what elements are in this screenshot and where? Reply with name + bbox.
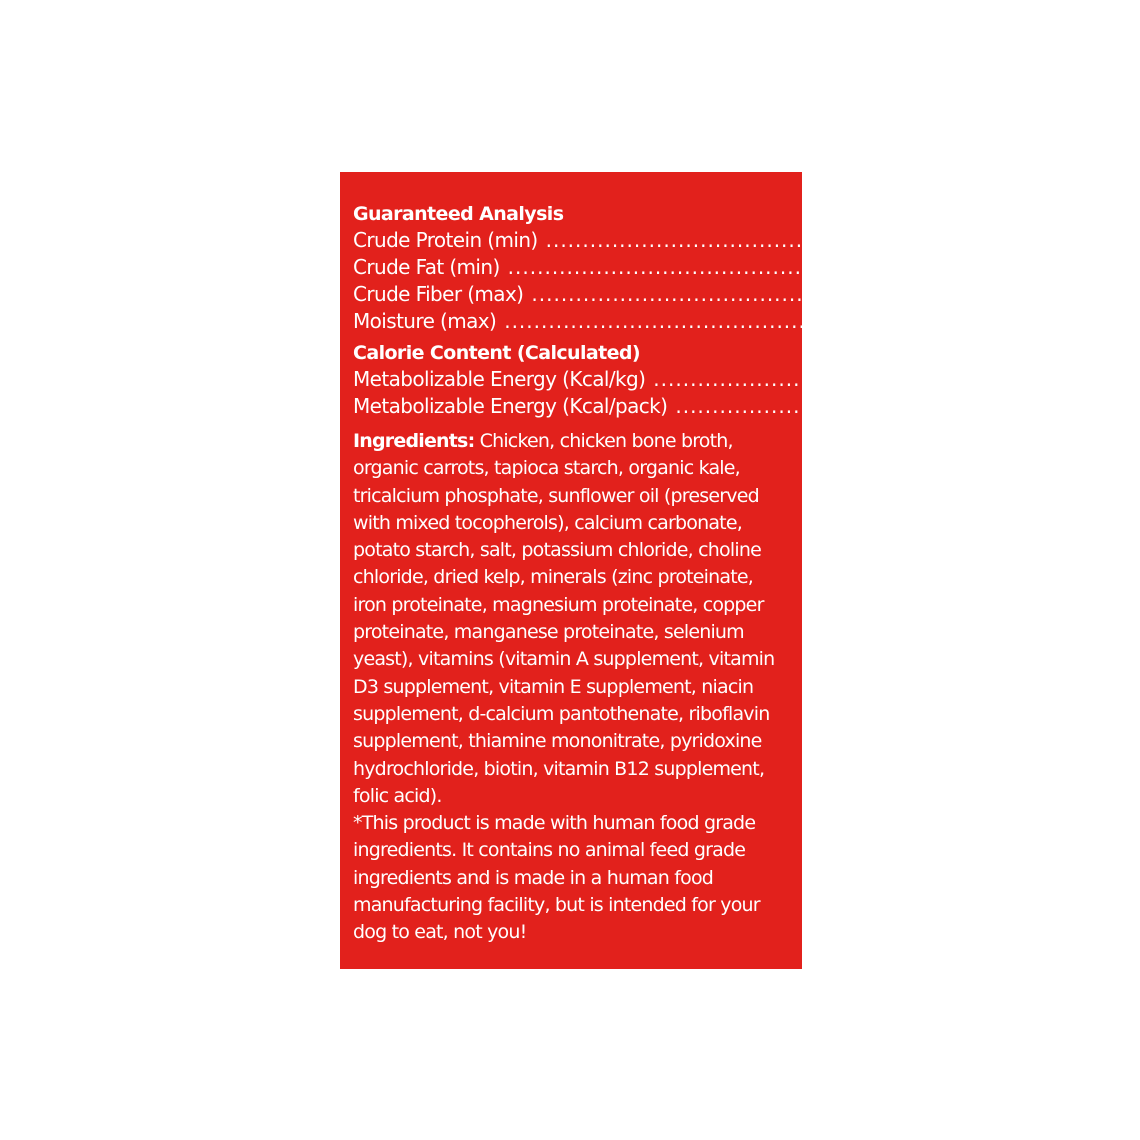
analysis-row-value: 2.00%: [879, 255, 941, 279]
calorie-row-name: Metabolizable Energy (Kcal/kg): [353, 367, 646, 391]
analysis-row-value: 82.0%: [876, 309, 937, 333]
analysis-row: [353, 308, 937, 335]
analysis-row: [353, 227, 979, 254]
guaranteed-analysis-title: Guaranteed Analysis: [353, 203, 564, 225]
dot-leader: ..................................................: [504, 309, 873, 333]
ingredients-label: Ingredients:: [353, 430, 475, 452]
calorie-row: [353, 366, 1062, 393]
dot-leader: ..................................................: [507, 255, 876, 279]
disclaimer-paragraph: *This product is made with human food grade ingredients. It contains no animal feed grade ingredients and is made in a human food manufacturing facility, but is intended for your dog to eat, not you!: [353, 812, 760, 944]
calorie-content-section: [353, 341, 1084, 420]
dot-leader: ..................................................: [675, 394, 1044, 418]
guaranteed-analysis-section: [353, 202, 979, 335]
nutrition-label-panel: [340, 172, 1084, 969]
analysis-row-name: Moisture (max): [353, 309, 497, 333]
dot-leader: ..................................................: [531, 282, 900, 306]
ingredients-text: Chicken, chicken bone broth, organic carrots, tapioca starch, organic kale, tricalcium phosphate, sunflower oil (preserved with mixed tocopherols), calcium carbonate, potato starch, salt, potassium chloride, choline chloride, dried kelp, minerals (zinc proteinate, iron proteinate, magnesium proteinate, copper proteinate, manganese proteinate, selenium yeast), vitamins (vitamin A supplement, vitamin D3 supplement, vitamin E supplement, niacin supplement, d-calcium pantothenate, riboflavin supplement, thiamine mononitrate, pyridoxine hydrochloride, biotin, vitamin B12 supplement, folic acid).: [353, 430, 775, 807]
calorie-content-title: Calorie Content (Calculated): [353, 342, 640, 364]
dot-leader: ..................................................: [653, 367, 1022, 391]
dot-leader: ..................................................: [545, 228, 914, 252]
analysis-row-name: Crude Fat (min): [353, 255, 500, 279]
analysis-row-value: 9.00%: [917, 228, 979, 252]
analysis-row-name: Crude Fiber (max): [353, 282, 524, 306]
calorie-row-value: 243: [1047, 394, 1084, 418]
analysis-row: [353, 254, 941, 281]
analysis-row-name: Crude Protein (min): [353, 228, 538, 252]
calorie-row-name: Metabolizable Energy (Kcal/pack): [353, 394, 668, 418]
analysis-row-value: 1.50%: [903, 282, 964, 306]
ingredients-paragraph: [353, 428, 788, 810]
calorie-row-value: 783: [1025, 367, 1062, 391]
calorie-row: [353, 393, 1084, 420]
analysis-row: [353, 281, 964, 308]
